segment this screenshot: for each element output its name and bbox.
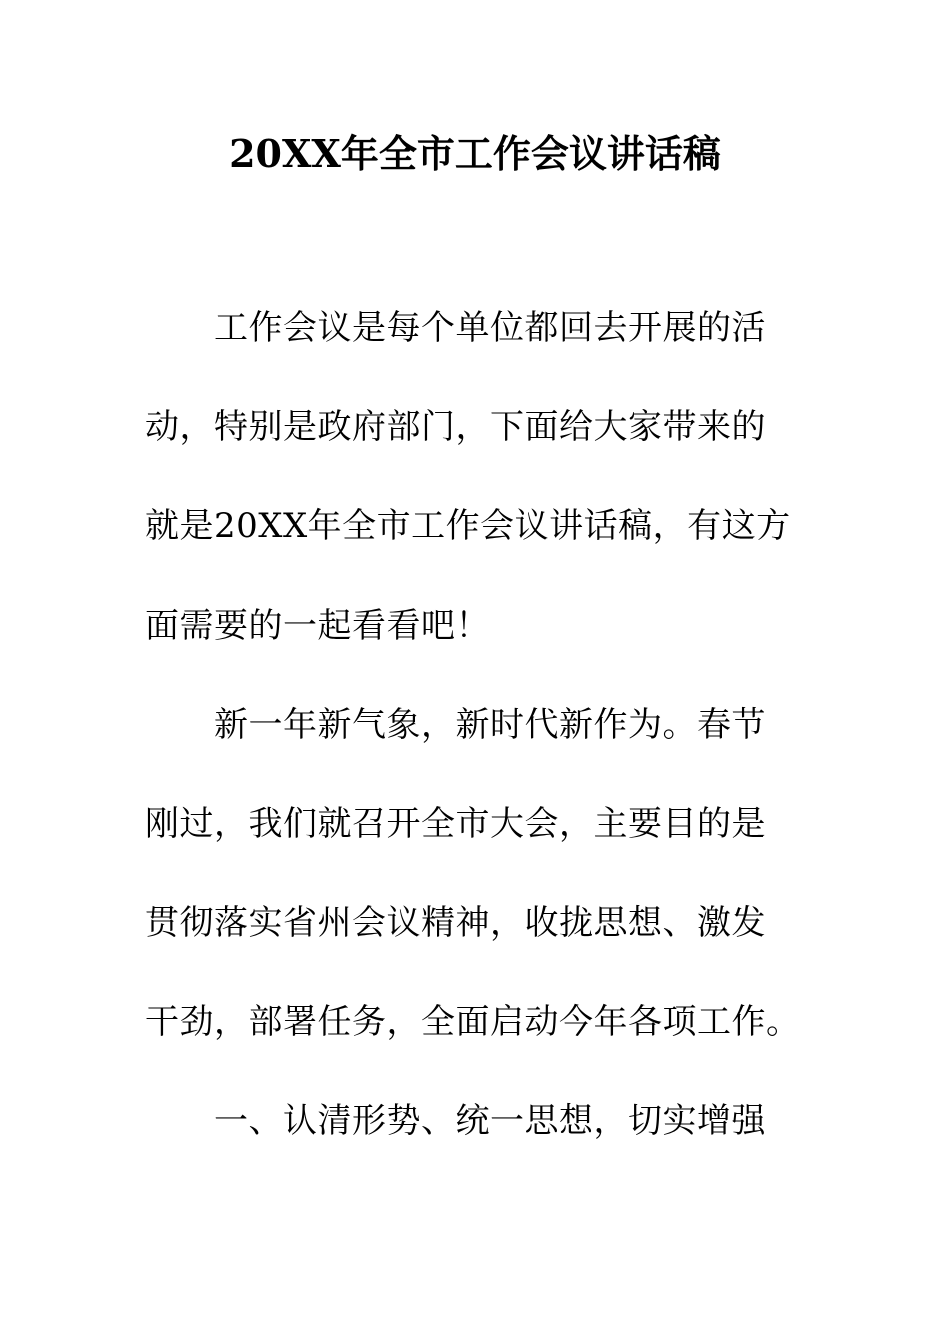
paragraph-2-line-1: 新一年新气象，新时代新作为。春节 bbox=[214, 705, 766, 745]
paragraph-2-line-2: 刚过，我们就召开全市大会，主要目的是 bbox=[145, 804, 766, 844]
paragraph-2-line-3: 贯彻落实省州会议精神，收拢思想、激发 bbox=[145, 903, 766, 943]
paragraph-2-line-4: 干劲，部署任务，全面启动今年各项工作。 bbox=[145, 1002, 801, 1042]
section-heading-line-1: 一、认清形势、统一思想，切实增强 bbox=[214, 1101, 766, 1141]
paragraph-1-line-4: 面需要的一起看看吧！ bbox=[145, 606, 490, 646]
document-title: 20XX年全市工作会议讲话稿 bbox=[229, 131, 721, 176]
paragraph-1-line-1: 工作会议是每个单位都回去开展的活 bbox=[214, 308, 766, 348]
paragraph-1-line-2: 动，特别是政府部门，下面给大家带来的 bbox=[145, 407, 766, 447]
paragraph-1-line-3: 就是20XX年全市工作会议讲话稿，有这方 bbox=[145, 506, 791, 546]
